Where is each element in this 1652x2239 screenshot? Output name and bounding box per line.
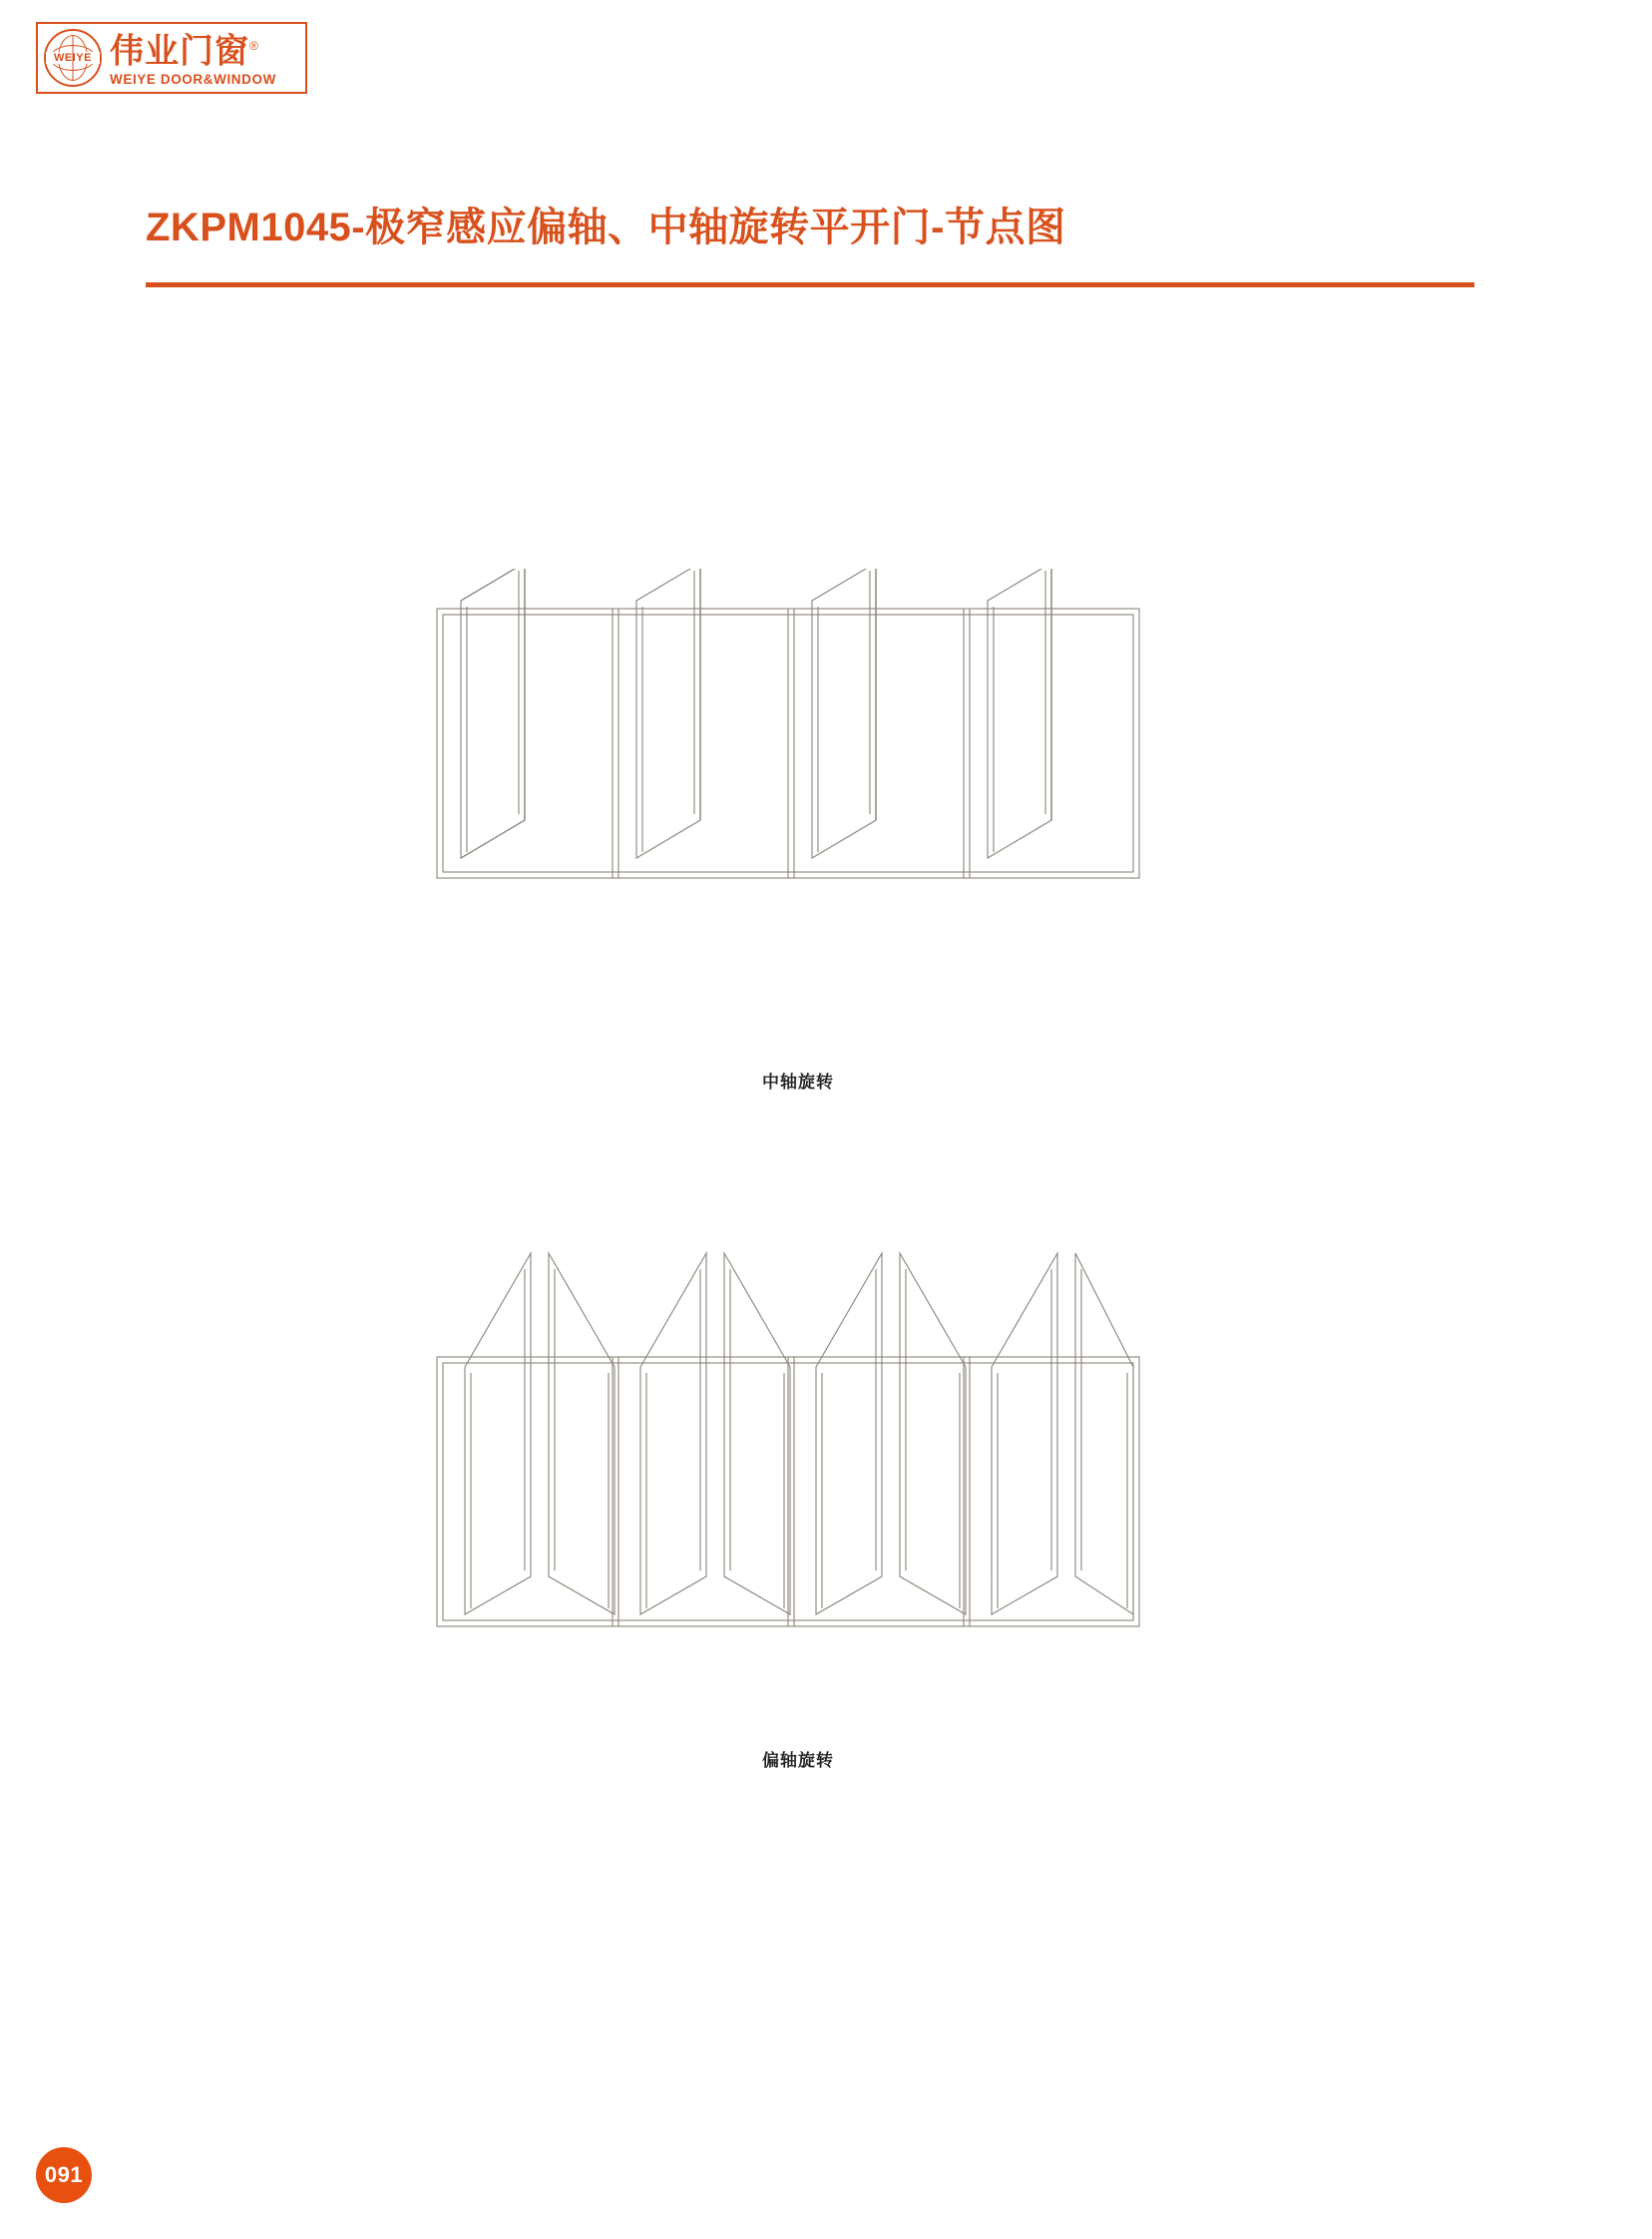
figure-caption: 中轴旋转 [762, 1073, 834, 1092]
figure-caption: 偏轴旋转 [762, 1751, 834, 1770]
brand-name-cn: 伟业门窗® [110, 32, 259, 71]
offset-pivot-drawing [419, 1247, 1177, 1736]
brand-name-en: WEIYE DOOR&WINDOW [110, 71, 276, 87]
figure-center-pivot [419, 569, 1177, 1093]
page-title: ZKPM1045-极窄感应偏轴、中轴旋转平开门-节点图 [146, 206, 1066, 249]
brand-logo [36, 22, 307, 94]
brand-text [110, 28, 276, 87]
registered-icon: ® [249, 39, 259, 54]
page-number-badge: 091 [36, 2147, 92, 2203]
center-pivot-drawing [419, 569, 1177, 1058]
title-divider [146, 282, 1474, 287]
figure-offset-pivot [419, 1247, 1177, 1771]
logo-mark-text: WEIYE [46, 52, 100, 64]
globe-icon [44, 29, 102, 87]
